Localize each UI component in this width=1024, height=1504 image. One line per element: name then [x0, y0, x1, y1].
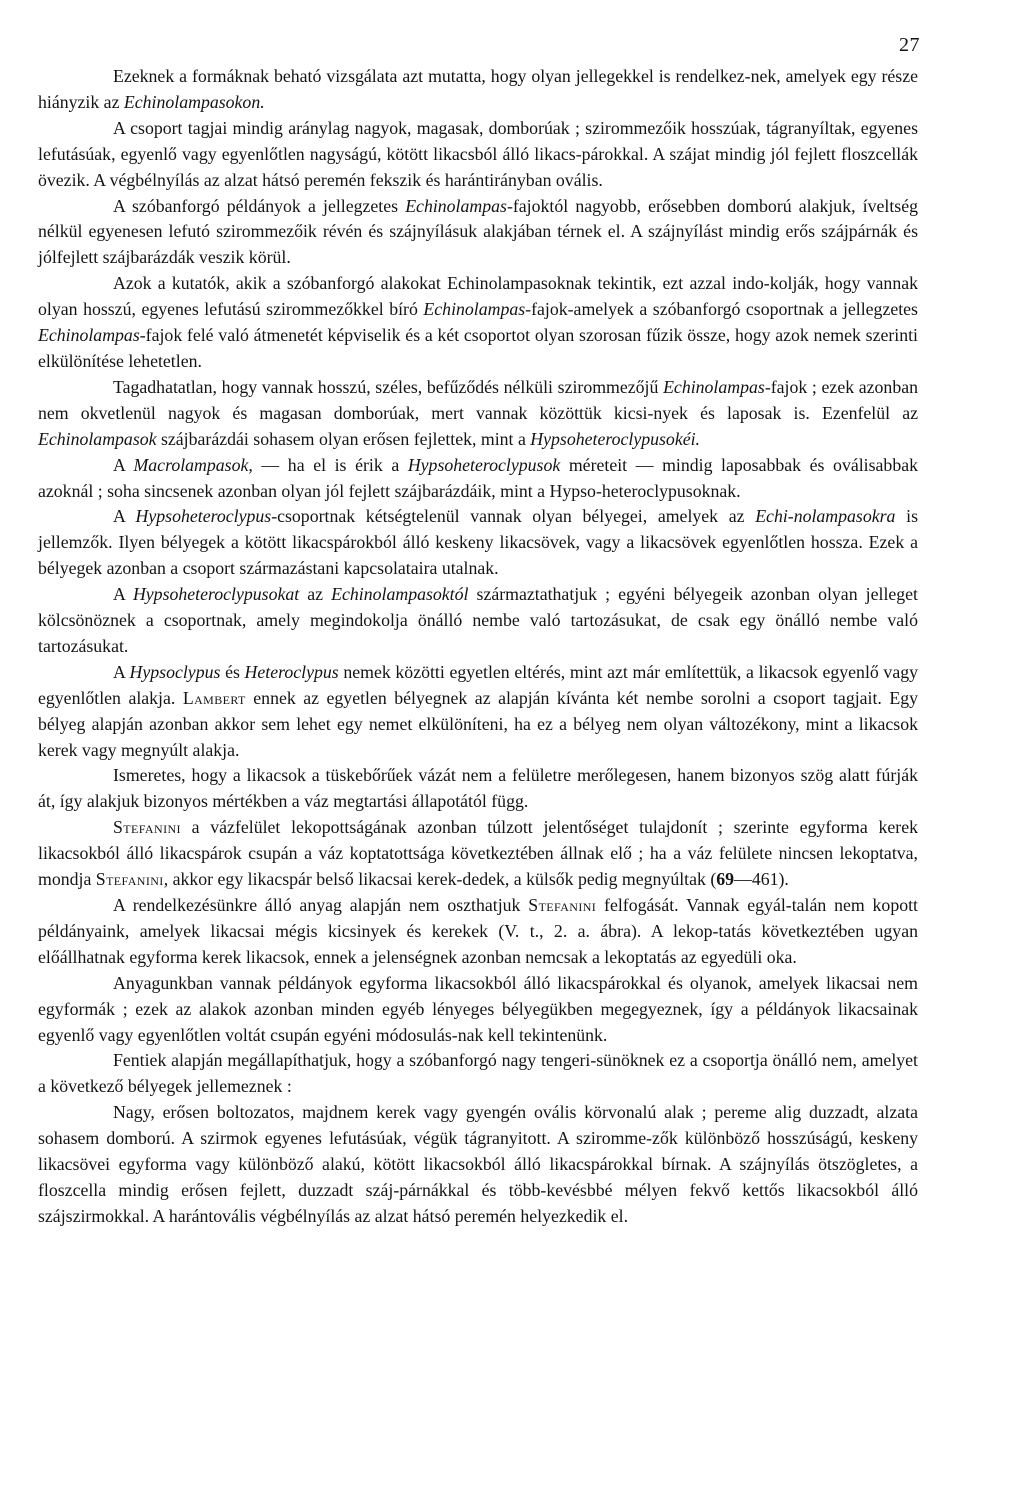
- text-run: -fajok-amelyek a szóbanforgó csoportnak a jellegzetes: [525, 299, 918, 320]
- paragraph: [38, 271, 918, 375]
- text-run: , akkor egy likacspár belső likacsai kerek-dedek, a külsők pedig megnyúltak (: [163, 869, 717, 890]
- text-run: Fentiek alapján megállapíthatjuk, hogy a szóbanforgó nagy tengeri-sünöknek ez a csoportja önálló nem, amelyet a következő bélyegek jellemeznek :: [38, 1050, 918, 1097]
- author-name: Stefanini: [113, 817, 181, 838]
- text-run: A: [113, 454, 134, 475]
- text-run: szájbarázdái sohasem olyan erősen fejlettek, mint a: [156, 428, 531, 449]
- italic-term: Echinolampasok: [38, 428, 157, 449]
- italic-term: Echinolampas: [663, 376, 765, 397]
- paragraph: [38, 194, 918, 272]
- text-run: A: [113, 584, 133, 605]
- paragraph: [38, 971, 918, 1049]
- text-run: nemek közötti egyetlen eltérés, mint azt már említettük, a likacsok egyenlő vagy egyenlőtlen alakja.: [38, 661, 919, 708]
- text-run: az: [299, 584, 332, 605]
- text-run: Azok a kutatók, akik a szóbanforgó alakokat Echinolampasoknak tekintik, ezt azzal indo-kolják, hogy vannak olyan hosszú, egyenes lefutású szirommezőkkel bíró: [38, 273, 918, 320]
- author-name: Stefanini: [528, 895, 597, 915]
- text-run: is jellemzők. Ilyen bélyegek a kötött likacspárokból álló keskeny likacsövek, vagy a likacsövek egyenlőtlen hossza. Ezek a bélyegek azonban a csoport származástani kapcsolataira utalnak.: [38, 506, 918, 579]
- italic-term: Macrolampasok,: [133, 454, 253, 475]
- paragraph: [38, 660, 918, 764]
- text-run: Nagy, erősen boltozatos, majdnem kerek vagy gyengén ovális körvonalú alak ; pereme alig duzzadt, alzata sohasem domború. A szirmok egyenes lefutásúak, végük tágranyitott. A sziromme-zők különböző hosszúságú, keskeny likacsövei egyforma vagy különböző alakú, kötött likacsokból álló likacspárokkal bírnak. A szájnyílás ötszögletes, a floszcella mindig erősen fejlett, duzzadt száj-párnákkal és több-kevésbbé mélyen fekvő kettős likacsokból álló szájszirmokkal. A harántovális végbélnyílás az alzat hátsó peremén helyezkedik el.: [38, 1102, 918, 1226]
- text-run: -fajok ; ezek azonban nem okvetlenül nagyok és magasan domborúak, mert vannak közöttük kicsi-nyek és laposak is. Ezenfelül az: [38, 376, 918, 423]
- paragraph: [38, 893, 918, 971]
- text-run: Anyagunkban vannak példányok egyforma likacsokból álló likacspárokkal és olyanok, amelyek likacsai nem egyformák ; ezek az alakok azonban minden egyéb lényeges bélyegükben megegyeznek, így a példányok likacsainak egyenlő vagy egyenlőtlen voltát csupán egyéni módosulás-nak kell tekintenünk.: [38, 972, 918, 1045]
- paragraph: [38, 582, 918, 660]
- italic-term: Hypsoclypus: [129, 661, 221, 682]
- text-run: méreteit — mindig laposabbak és oválisabbak azoknál ; soha sincsenek azonban olyan jól fejlett szájbarázdáik, mint a Hypso-heteroclypusoknak.: [38, 454, 918, 501]
- italic-term: Hypsoheteroclypusok: [407, 454, 561, 475]
- page-number: 27: [899, 34, 920, 56]
- text-run: -fajoktól nagyobb, erősebben domború alakjuk, íveltség nélkül egyenesen lefutó szirommezőik révén és szájnyílásuk alakjában térnek el. A szájnyílást mindig erős szájpárnák és jólfejlett szájbarázdák veszik körül.: [38, 195, 918, 268]
- author-name: Lambert: [182, 687, 246, 708]
- text-column: [38, 64, 918, 1230]
- text-run: -csoportnak kétségtelenül vannak olyan bélyegei, amelyek az: [271, 506, 756, 527]
- author-name: Stefanini: [95, 869, 164, 890]
- text-run: A csoport tagjai mindig aránylag nagyok, magasak, domborúak ; szirommezőik hosszúak, tágranyíltak, egyenes lefutásúak, egyenlő vagy egyenlőtlen nagyságú, kötött likacsból álló likacs-párokkal. A szájat mindig jól fejlett floszcellák övezik. A végbélnyílás az alzat hátsó peremén fekszik és harántirányban ovális.: [38, 117, 918, 190]
- text-run: és: [220, 661, 245, 682]
- italic-term: Echinolampas: [423, 299, 526, 320]
- italic-term: Hypsoheteroclypus: [135, 506, 272, 527]
- paragraph: [38, 375, 918, 453]
- text-run: Tagadhatatlan, hogy vannak hosszú, széles, befűződés nélküli szirommezőjű: [113, 376, 664, 397]
- text-run: Ismeretes, hogy a likacsok a tüskebőrűek vázát nem a felületre merőlegesen, hanem bizonyos szög alatt fúrják át, így alakjuk bizonyos mértékben a váz megtartási állapotától függ.: [38, 765, 918, 812]
- text-run: ennek az egyetlen bélyegnek az alapján kívánta két nembe sorolni a csoport tagjait. Egy bélyeg alapján azonban akkor sem lehet egy nemet elkülöníteni, ha ez a bélyeg nem olyan változékony, mint a likacsok kerek vagy megnyúlt alakja.: [38, 687, 919, 760]
- italic-term: Echinolampasoktól: [331, 584, 469, 605]
- italic-term: Echinolampasokon.: [123, 91, 265, 112]
- text-run: a vázfelület lekopottságának azonban túlzott jelentőséget tulajdonít ; szerinte egyforma kerek likacsokból álló likacspárok csupán a váz koptatottsága következtében állnak elő ; ha a váz felülete nincsen lekoptatva, mondja: [38, 817, 918, 890]
- paragraph: [38, 453, 918, 505]
- text-run: A: [113, 661, 130, 682]
- text-run: Ezeknek a formáknak beható vizsgálata azt mutatta, hogy olyan jellegekkel is rendelkez-nek, amelyek egy része hiányzik az: [38, 66, 918, 112]
- paragraph: [38, 763, 918, 815]
- paragraph: [38, 815, 918, 893]
- paragraph: [38, 1048, 918, 1100]
- text-run: A: [113, 506, 136, 527]
- italic-term: Hypsoheteroclypusokéi.: [530, 428, 700, 449]
- text-run: -fajok felé való átmenetét képviselik és a két csoportot olyan szorosan fűzik össze, hogy azok nemek szerinti elkülönítése lehetetlen.: [38, 325, 918, 371]
- italic-term: Hypsoheteroclypusokat: [132, 584, 300, 605]
- italic-term: Heteroclypus: [244, 661, 339, 682]
- paragraph: [38, 504, 918, 582]
- paragraph: [38, 1100, 918, 1230]
- italic-term: Echinolampas: [405, 195, 507, 216]
- text-run: — ha el is érik a: [252, 454, 408, 475]
- reference-number: 69: [716, 869, 735, 890]
- text-run: A rendelkezésünkre álló anyag alapján nem oszthatjuk: [113, 895, 529, 915]
- paragraph: [38, 64, 918, 116]
- text-run: felfogását. Vannak egyál-talán nem kopott példányaink, amelyek likacsai mégis kicsinyek és kerekek (V. t., 2. a. ábra). A lekop-tatás következtében ugyan előállhatnak egyforma kerek likacsok, ennek a jelenségnek azonban nemcsak a lekoptatás az egyedüli oka.: [38, 895, 918, 967]
- text-run: —461).: [734, 869, 789, 890]
- italic-term: Echinolampas: [38, 325, 140, 346]
- text-run: A szóbanforgó példányok a jellegzetes: [113, 195, 406, 216]
- italic-term: Echi-nolampasokra: [755, 506, 896, 527]
- text-run: származtathatjuk ; egyéni bélyegeik azonban olyan jelleget kölcsönöznek a csoportnak, amely megindokolja önálló nembe való tartozásukat, de csak egy önálló nembe való tartozásukat.: [38, 584, 918, 656]
- paragraph: [38, 116, 918, 194]
